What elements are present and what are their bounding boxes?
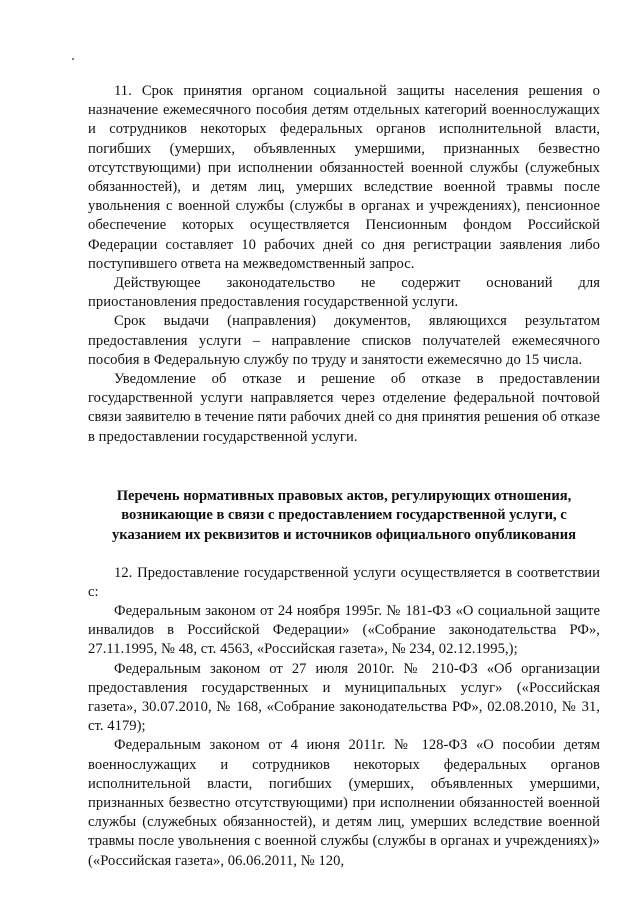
paragraph-12-basis: 12. Предоставление государственной услуги осуществляется в соответствии с: [88, 564, 600, 600]
paragraph-11-deadline: 11. Срок принятия органом социальной защиты населения решения о назначение ежемесячного пособия детям отдельных категорий военнослужащих и сотрудников некоторых федеральных органов исполнительной власти, погибших (умерших, объявленных умершими, признанных безвестно отсутствующими) при исполнении обязанностей военной службы (служебных обязанностей), и детям лиц, умерших вследствие военной травмы после увольнения с военной службы (службы в органах и учреждениях), пенсионное обеспечение которых осуществляется Пенсионным фондом Российской Федерации составляет 10 рабочих дней со дня регистрации заявления либо поступившего ответа на межведомственный запрос. [88, 83, 600, 272]
paragraph-issuance-term: Срок выдачи (направления) документов, являющихся результатом предоставления услуги – направление списков получателей ежемесячного пособия в Федеральную службу по труду и занятости ежемесячно до 15 числа. [88, 313, 600, 368]
paragraph-refusal-notice: Уведомление об отказе и решение об отказе в предоставлении государственной услуги направляется через отделение федеральной почтовой связи заявителю в течение пяти рабочих дней со дня принятия решения об отказе в предоставлении государственной услуги. [88, 371, 600, 445]
paragraph-law-128: Федеральным законом от 4 июня 2011г. № 128-ФЗ «О пособии детям военнослужащих и сотрудников некоторых федеральных органов исполнительной власти, погибших (умерших, объявленных умершими, признанных безвестно отсутствующими) при исполнении обязанностей военной службы (служебных обязанностей), и детям лиц, умерших вследствие военной травмы после увольнения с военной службы (службы в органах и учреждениях)» («Российская газета», 06.06.2011, № 120, [88, 737, 600, 869]
paragraph-law-210: Федеральным законом от 27 июля 2010г. № 210-ФЗ «Об организации предоставления государственных и муниципальных услуг» («Российская газета», 30.07.2010, № 168, «Собрание законодательства РФ», 02.08.2010, № 31, ст. 4179); [88, 660, 600, 735]
scan-artifact-dot [72, 58, 74, 60]
document-body [88, 82, 600, 871]
heading-spacer [88, 546, 600, 564]
section-spacer [88, 447, 600, 487]
paragraph-law-181: Федеральным законом от 24 ноября 1995г. № 181-ФЗ «О социальной защите инвалидов в Российской Федерации» («Собрание законодательства РФ», 27.11.1995, № 48, ст. 4563, «Российская газета», № 234, 02.12.1995,); [88, 603, 600, 658]
section-heading-legal-acts: Перечень нормативных правовых актов, регулирующих отношения, возникающие в связи с предоставлением государственной услуги, с указанием их реквизитов и источников официального опубликования [112, 487, 576, 544]
paragraph-no-suspension: Действующее законодательство не содержит оснований для приостановления предоставления государственной услуги. [88, 275, 600, 311]
